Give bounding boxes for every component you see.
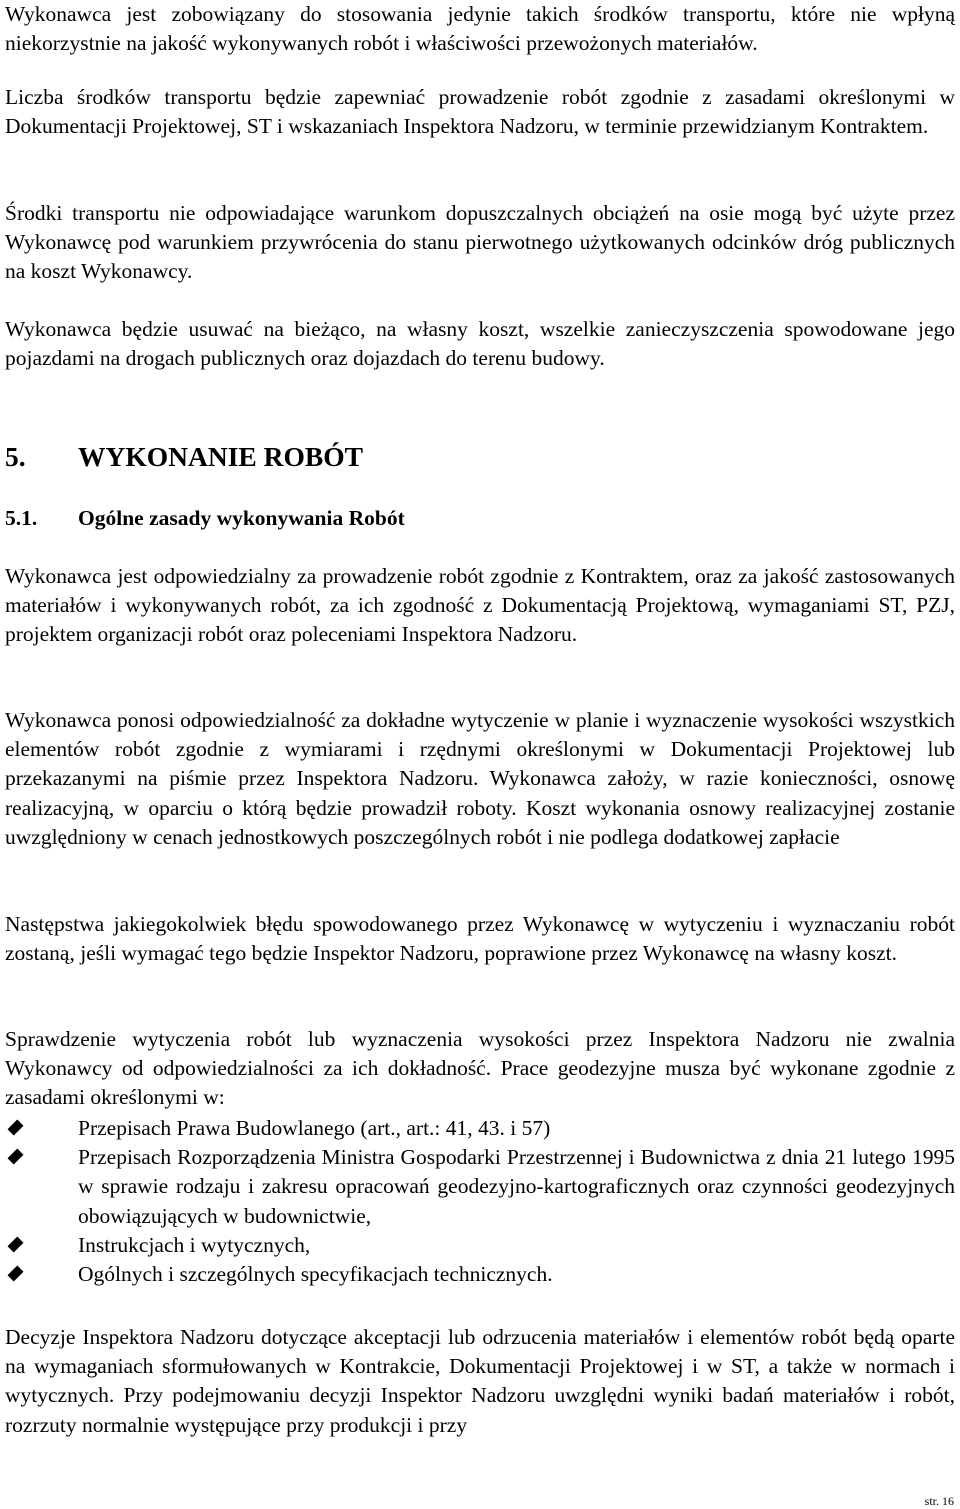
paragraph-text: Środki transportu nie odpowiadające warunkom dopuszczalnych obciążeń na osie mogą być użyte przez Wykonawcę pod warunkiem przywrócenia do stanu pierwotnego użytkowanych odcinków dróg publicznych na koszt Wykonawcy.	[5, 201, 955, 284]
list-item	[5, 1260, 955, 1289]
regulations-list	[5, 1114, 955, 1289]
paragraph-inspector-decisions	[5, 1323, 955, 1440]
list-item	[5, 1231, 955, 1260]
list-item	[5, 1143, 955, 1231]
section-heading	[5, 441, 363, 473]
paragraph-text: Wykonawca będzie usuwać na bieżąco, na własny koszt, wszelkie zanieczyszczenia spowodowane jego pojazdami na drogach publicznych oraz dojazdach do terenu budowy.	[5, 317, 955, 371]
paragraph-text: Następstwa jakiegokolwiek błędu spowodowanego przez Wykonawcę w wytyczeniu i wyznaczaniu robót zostaną, jeśli wymagać tego będzie Inspektor Nadzoru, poprawione przez Wykonawcę na własny koszt.	[5, 912, 955, 966]
paragraph-axle-loads	[5, 199, 955, 287]
diamond-bullet-icon	[8, 1120, 24, 1136]
page-number: str. 16	[924, 1494, 954, 1508]
list-item-text: Przepisach Rozporządzenia Ministra Gospodarki Przestrzennej i Budownictwa z dnia 21 lutego 1995 w sprawie rodzaju i zakresu opracowań geodezyjno-kartograficznych oraz czynności geodezyjnych obowiązujących w budownictwie,	[78, 1145, 955, 1228]
list-item-text: Przepisach Prawa Budowlanego (art., art.: 41, 43. i 57)	[78, 1116, 551, 1140]
diamond-bullet-icon	[8, 1236, 24, 1252]
paragraph-text: Wykonawca jest odpowiedzialny za prowadzenie robót zgodnie z Kontraktem, oraz za jakość zastosowanych materiałów i wykonywanych robót, za ich zgodność z Dokumentacją Projektową, wymaganiami ST, PZJ, projektem organizacji robót oraz poleceniami Inspektora Nadzoru.	[5, 564, 955, 647]
list-item-text: Ogólnych i szczególnych specyfikacjach technicznych.	[78, 1262, 553, 1287]
section-title: WYKONANIE ROBÓT	[78, 441, 363, 472]
paragraph-text: Decyzje Inspektora Nadzoru dotyczące akceptacji lub odrzucenia materiałów i elementów robót będą oparte na wymaganiach sformułowanych w Kontrakcie, Dokumentacji Projektowej i w ST, a także w normach i wytycznych. Przy podejmowaniu decyzji Inspektor Nadzoru uwzględni wyniki badań materiałów i robót, rozrzuty normalnie występujące przy produkcji i przy	[5, 1325, 955, 1437]
paragraph-text: Sprawdzenie wytyczenia robót lub wyznaczenia wysokości przez Inspektora Nadzoru nie zwalnia Wykonawcy od odpowiedzialności za ich dokładność. Prace geodezyjne musza być wykonane zgodnie z zasadami określonymi w:	[5, 1027, 955, 1110]
paragraph-transport-requirements	[5, 0, 955, 58]
paragraph-errors	[5, 910, 955, 968]
subsection-number: 5.1.	[5, 506, 38, 530]
paragraph-text: Wykonawca jest zobowiązany do stosowania jedynie takich środków transportu, które nie wpłyną niekorzystnie na jakość wykonywanych robót i właściwości przewożonych materiałów.	[5, 2, 955, 56]
paragraph-text: Liczba środków transportu będzie zapewniać prowadzenie robót zgodnie z zasadami określonymi w Dokumentacji Projektowej, ST i wskazaniach Inspektora Nadzoru, w terminie przewidzianym Kontraktem.	[5, 85, 955, 139]
paragraph-contractor-responsibility	[5, 562, 955, 650]
list-item-text: Instrukcjach i wytycznych,	[78, 1232, 311, 1257]
paragraph-setting-out	[5, 706, 955, 852]
paragraph-text: Wykonawca ponosi odpowiedzialność za dokładne wytyczenie w planie i wyznaczenie wysokości wszystkich elementów robót zgodnie z wymiarami i rzędnymi określonymi w Dokumentacji Projektowej lub przekazanymi na piśmie przez Inspektora Nadzoru. Wykonawca założy, w razie konieczności, osnowę realizacyjną, w oparciu o którą będzie prowadził roboty. Koszt wykonania osnowy realizacyjnej zostanie uwzględniony w cenach jednostkowych poszczególnych robót i nie podlega dodatkowej zapłacie	[5, 708, 955, 849]
list-item	[5, 1114, 955, 1143]
subsection-title: Ogólne zasady wykonywania Robót	[78, 506, 405, 530]
section-number: 5.	[5, 441, 26, 472]
diamond-bullet-icon	[8, 1266, 24, 1282]
subsection-heading	[5, 504, 405, 533]
paragraph-transport-count	[5, 83, 955, 141]
diamond-bullet-icon	[8, 1149, 24, 1165]
paragraph-verification	[5, 1025, 955, 1113]
paragraph-cleanup	[5, 315, 955, 373]
